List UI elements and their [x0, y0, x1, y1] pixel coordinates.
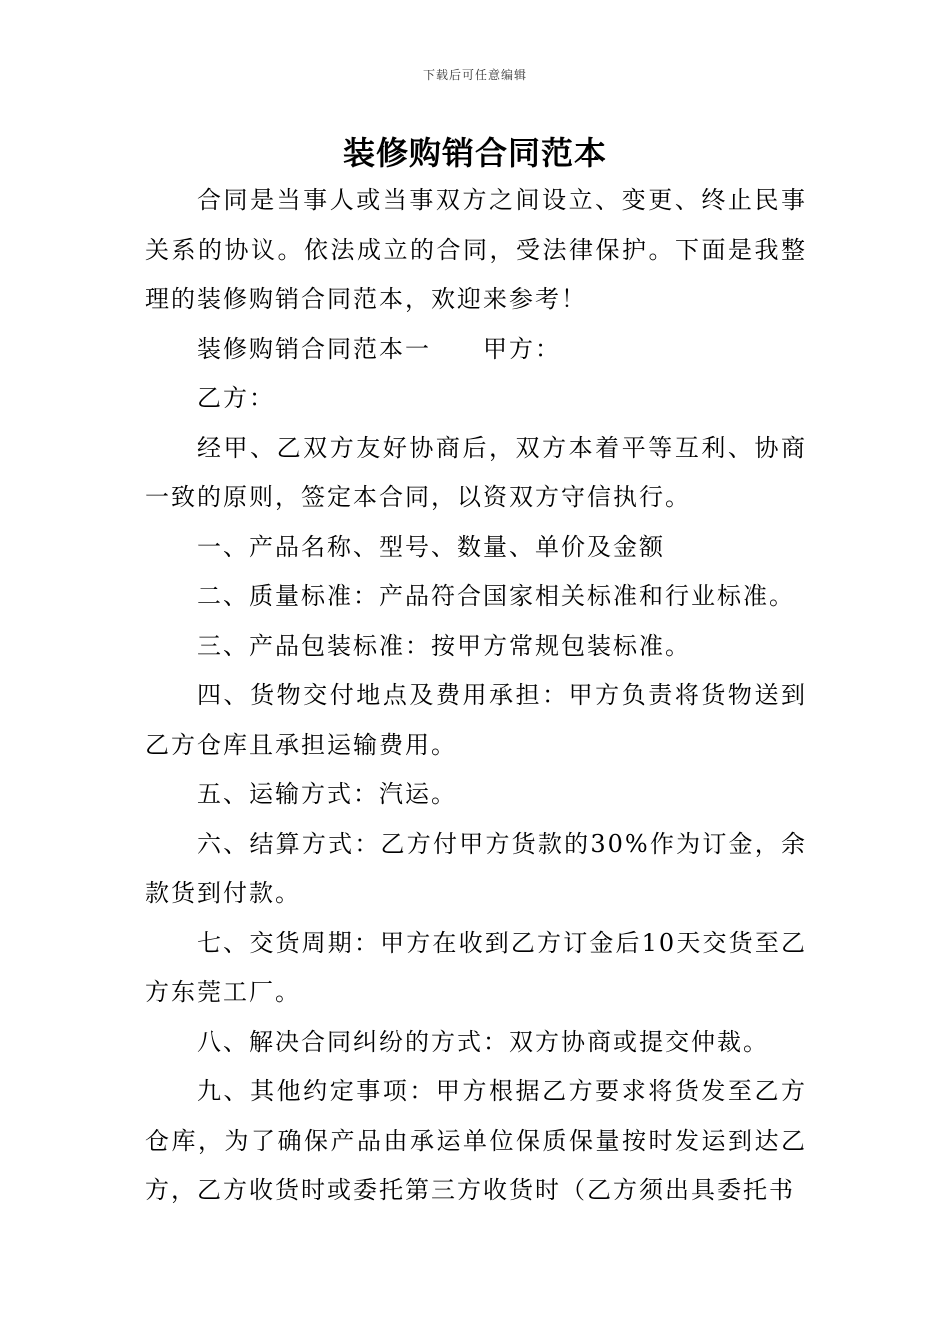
clause-2: 二、质量标准：产品符合国家相关标准和行业标准。	[197, 582, 795, 610]
clause-8: 八、解决合同纠纷的方式：双方协商或提交仲裁。	[197, 1027, 769, 1056]
clause-4: 四、货物交付地点及费用承担：甲方负责将货物送到乙方仓库且承担运输费用。	[145, 681, 807, 759]
clause-6: 六、结算方式：乙方付甲方货款的30%作为订金，余款货到付款。	[145, 829, 807, 907]
intro-paragraph: 合同是当事人或当事双方之间设立、变更、终止民事关系的协议。依法成立的合同，受法律保护。下面是我整理的装修购销合同范本，欢迎来参考！	[145, 186, 807, 313]
party-b-label: 乙方：	[197, 384, 275, 412]
agreement-preamble: 经甲、乙双方友好协商后，双方本着平等互利、协商一致的原则，签定本合同，以资双方守信执行。	[145, 433, 807, 511]
clause-9: 九、其他约定事项：甲方根据乙方要求将货发至乙方仓库，为了确保产品由承运单位保质保量按时发运到达乙方，乙方收货时或委托第三方收货时（乙方须出具委托书	[145, 1077, 807, 1204]
clause-7: 七、交货周期：甲方在收到乙方订金后10天交货至乙方东莞工厂。	[145, 928, 807, 1006]
document-body	[145, 176, 807, 1216]
contract-sample-heading: 装修购销合同范本一	[197, 334, 431, 363]
contract-heading-line	[145, 325, 807, 375]
clause-3: 三、产品包装标准：按甲方常规包装标准。	[197, 631, 691, 660]
clause-1: 一、产品名称、型号、数量、单价及金额	[197, 532, 665, 561]
page-header-note: 下载后可任意编辑	[422, 68, 527, 82]
clause-5: 五、运输方式：汽运。	[197, 780, 457, 808]
document-title: 装修购销合同范本	[342, 134, 607, 172]
party-a-label: 甲方：	[483, 334, 561, 363]
